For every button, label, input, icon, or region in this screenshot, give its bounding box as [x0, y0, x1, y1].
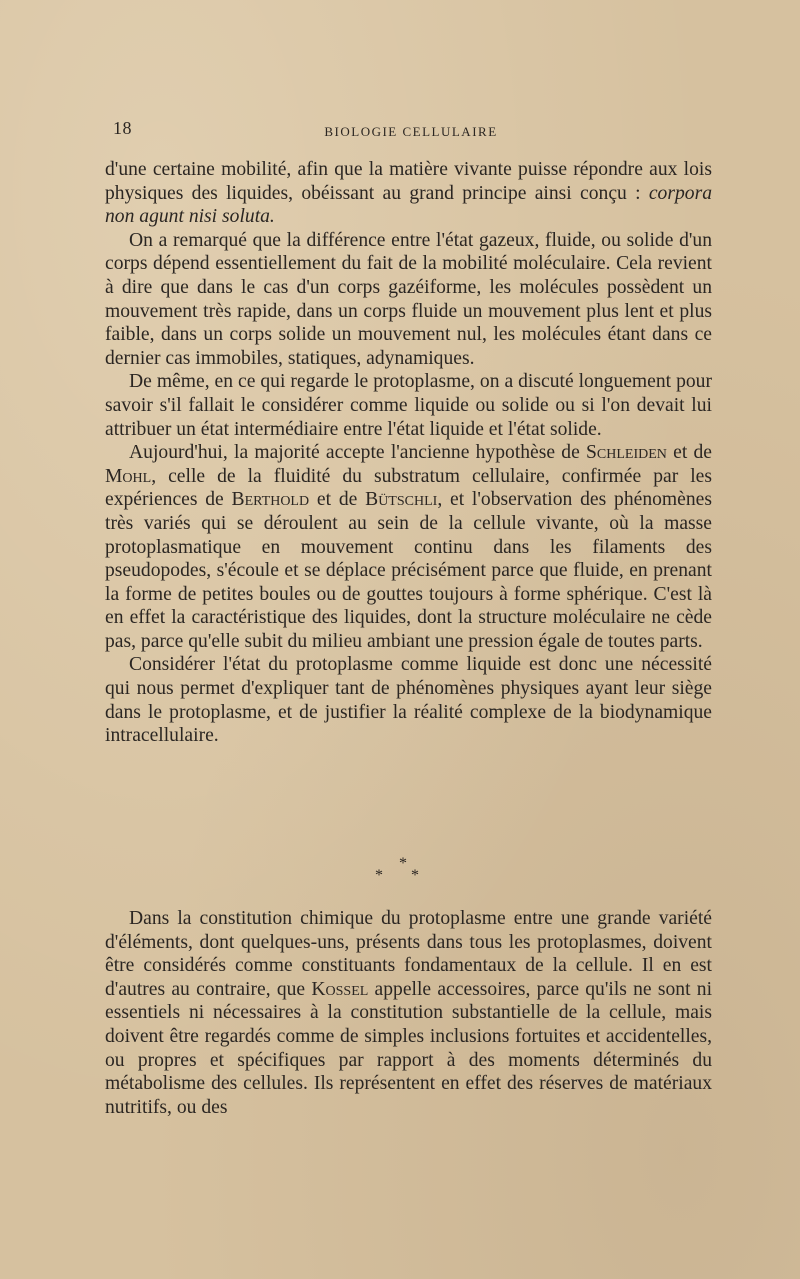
paragraph-4-text-d: et de: [309, 489, 366, 511]
paragraph-6: [105, 907, 712, 1119]
main-text-section-2: [105, 907, 712, 1119]
paragraph-3: De même, en ce qui regarde le protoplasme, on a discuté longuement pour savoir s'il fallait le considérer comme liquide ou solide ou si l'on devait lui attribuer un état intermédiaire entre l'état liquide et l'état solide.: [105, 371, 712, 440]
author-schleiden: Schleiden: [586, 442, 667, 464]
paragraph-6-text-a: Dans la constitution chimique du protoplasme entre une grande variété d'éléments, dont quelques-uns, présents dans tous les protoplasmes, doivent être considérés comme constituants fondamentaux de la cellule. Il en est d'autres au contraire, que: [105, 908, 712, 1000]
paragraph-5: Considérer l'état du protoplasme comme liquide est donc une nécessité qui nous permet d'expliquer tant de phénomènes physiques ayant leur siège dans le protoplasme, et de justifier la réalité complexe de la biodynamique intracellulaire.: [105, 654, 712, 747]
author-kossel: Kossel: [311, 978, 369, 1000]
section-asterism: [0, 855, 800, 884]
paragraph-2: On a remarqué que la différence entre l'état gazeux, fluide, ou solide d'un corps dépend essentiellement du fait de la mobilité moléculaire. Cela revient à dire que dans le cas d'un corps gazéiforme, les molécules possèdent un mouvement très rapide, dans un corps fluide un mouvement plus lent et plus faible, dans un corps solide un mouvement nul, les molécules étant dans ce dernier cas immobiles, statiques, adynamiques.: [105, 229, 712, 369]
main-text: [105, 158, 712, 748]
paragraph-1-text: d'une certaine mobilité, afin que la matière vivante puisse répondre aux lois physiques des liquides, obéissant au grand principe ainsi conçu :: [105, 159, 712, 204]
author-butschli: Bütschli: [365, 489, 438, 511]
author-berthold: Berthold: [231, 489, 310, 511]
author-mohl: Mohl: [105, 465, 152, 487]
paragraph-4-text-c: , celle de la fluidité du substratum cellulaire, confirmée par les expériences de: [105, 465, 712, 511]
asterism-bottom: * *: [375, 867, 431, 884]
asterism-top: *: [399, 855, 407, 872]
paragraph-4: [105, 441, 712, 653]
paragraph-6-text-b: appelle accessoires, parce qu'ils ne sont ni essentiels ni nécessaires à la constitution substantielle de la cellule, mais doivent être regardés comme de simples inclusions fortuites et accidentelles, ou propres et spécifiques par rapport à des moments déterminés du métabolisme des cellules. Ils représentent en effet des réserves de matériaux nutritifs, ou des: [105, 978, 713, 1118]
running-title: BIOLOGIE CELLULAIRE: [324, 124, 498, 139]
paragraph-4-text-e: , et l'observation des phénomènes très variés qui se déroulent au sein de la cellule vivante, où la masse protoplasmatique en mouvement continu dans les filaments des pseudopodes, s'écoule et se déplace précisément parce que fluide, en prenant la forme de petites boules ou de gouttes toujours à forme sphérique. C'est là en effet la caractéristique des liquides, dont la structure moléculaire ne cède pas, parce qu'elle subit du milieu ambiant une pression égale de toutes parts.: [105, 489, 712, 652]
paragraph-4-text-a: Aujourd'hui, la majorité accepte l'ancienne hypothèse de: [129, 442, 587, 464]
paragraph-1: [105, 158, 712, 229]
latin-quote: corpora non agunt nisi soluta.: [105, 182, 712, 228]
page-number: 18: [113, 118, 132, 138]
paragraph-4-text-b: et de: [666, 442, 713, 464]
